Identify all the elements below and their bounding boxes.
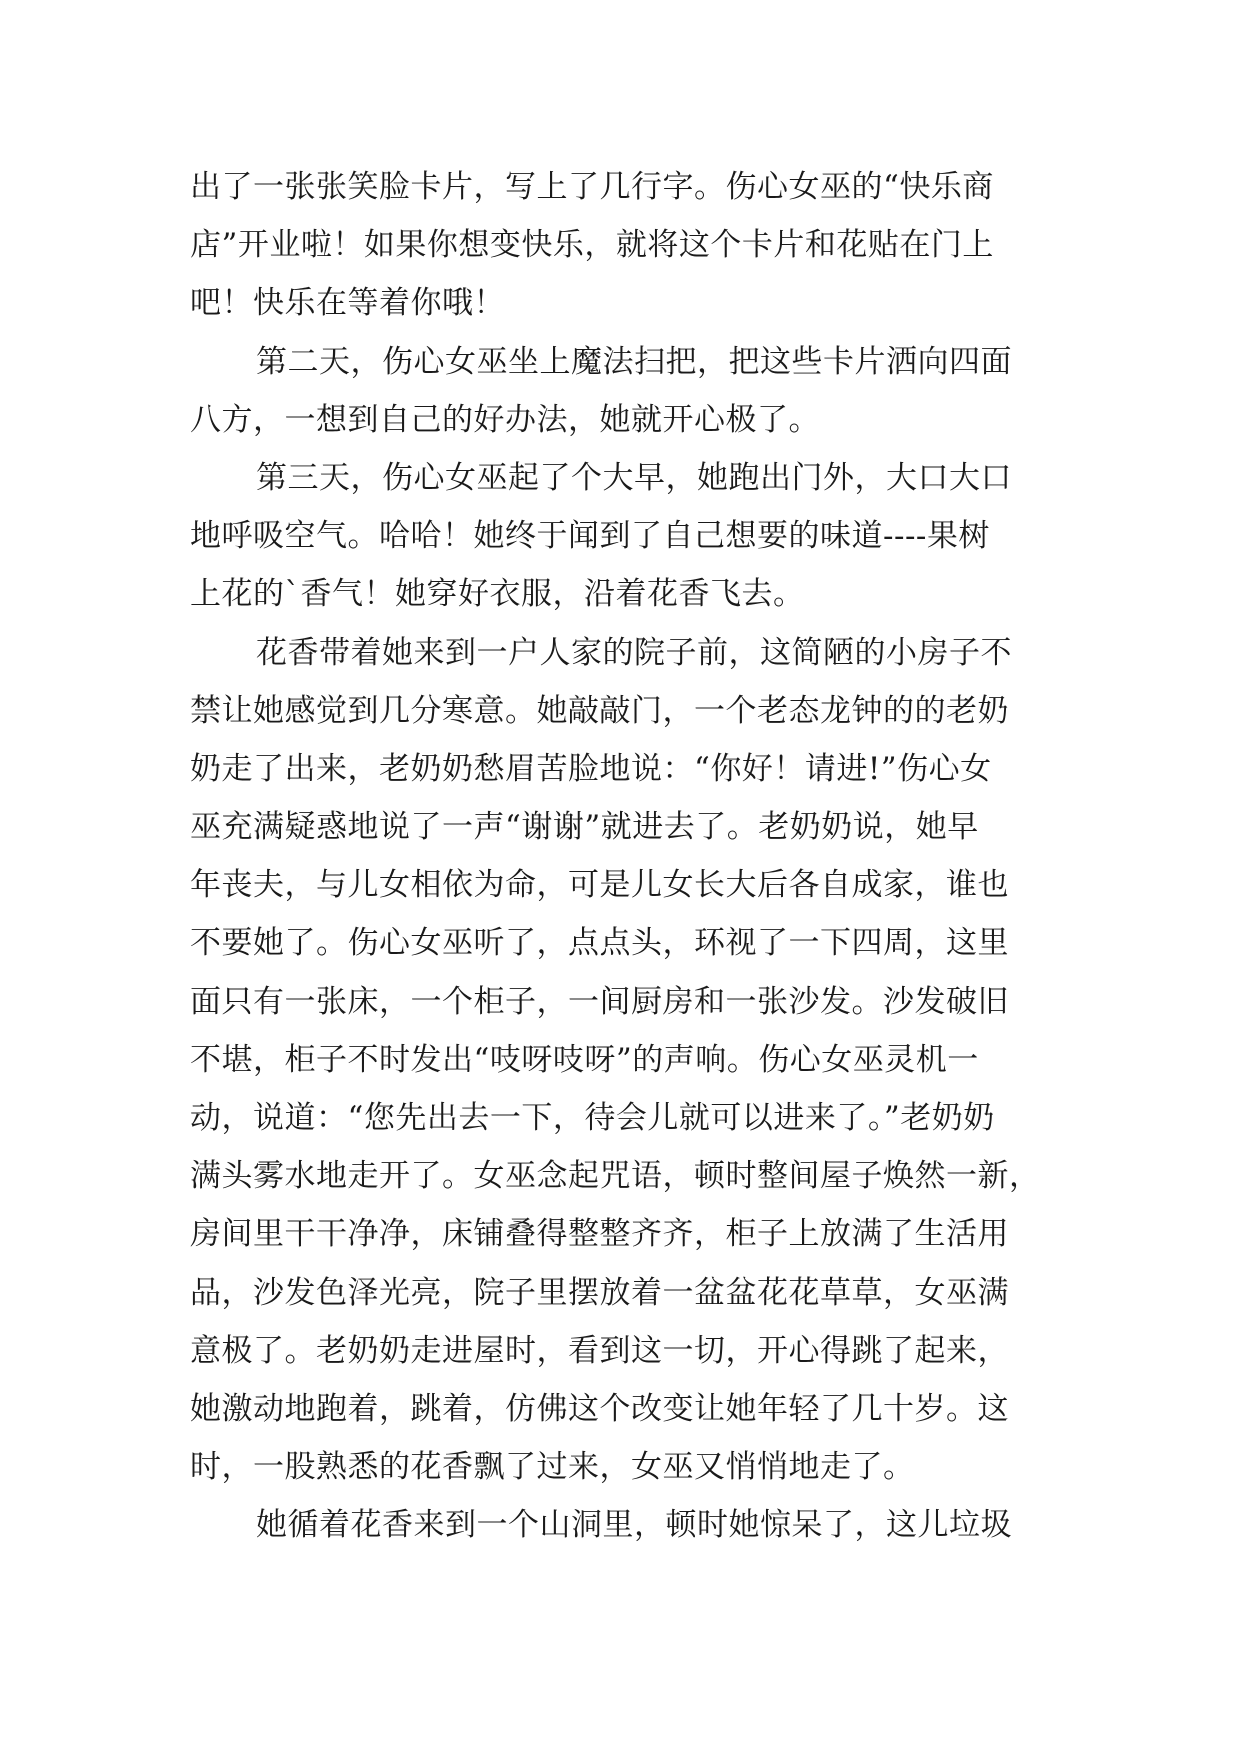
- text-line: 时，一股熟悉的花香飘了过来，女巫又悄悄地走了。: [190, 1449, 915, 1486]
- text-line: 禁让她感觉到几分寒意。她敲敲门，一个老态龙钟的的老奶: [190, 692, 1009, 729]
- text-line: 店”开业啦！如果你想变快乐，就将这个卡片和花贴在门上: [190, 227, 994, 264]
- text-line: 第三天，伤心女巫起了个大早，她跑出门外，大口大口: [256, 459, 1012, 496]
- text-line: 吧！快乐在等着你哦！: [190, 285, 505, 322]
- text-line: 不堪，柜子不时发出“吱呀吱呀”的声响。伤心女巫灵机一: [190, 1041, 979, 1078]
- text-line: 八方，一想到自己的好办法，她就开心极了。: [190, 401, 820, 438]
- text-line: 上花的`香气！她穿好衣服，沿着花香飞去。: [190, 576, 805, 613]
- text-line: 年丧夫，与儿女相依为命，可是儿女长大后各自成家，谁也: [190, 867, 1009, 904]
- text-line: 面只有一张床，一个柜子，一间厨房和一张沙发。沙发破旧: [190, 983, 1009, 1020]
- text-line: 品，沙发色泽光亮，院子里摆放着一盆盆花花草草，女巫满: [190, 1274, 1009, 1311]
- text-line: 她激动地跑着，跳着，仿佛这个改变让她年轻了几十岁。这: [190, 1390, 1009, 1427]
- text-line: 地呼吸空气。哈哈！她终于闻到了自己想要的味道----果树: [190, 518, 990, 555]
- text-line: 房间里干干净净，床铺叠得整整齐齐，柜子上放满了生活用: [190, 1216, 1009, 1253]
- text-line: 花香带着她来到一户人家的院子前，这简陋的小房子不: [256, 634, 1012, 671]
- text-line: 满头雾水地走开了。女巫念起咒语，顿时整间屋子焕然一新，: [190, 1158, 1041, 1195]
- text-line: 出了一张张笑脸卡片，写上了几行字。伤心女巫的“快乐商: [190, 169, 994, 205]
- text-line: 巫充满疑惑地说了一声“谢谢”就进去了。老奶奶说，她早: [190, 809, 979, 846]
- text-line: 动，说道：“您先出去一下，待会儿就可以进来了。”老奶奶: [190, 1100, 995, 1136]
- text-line: 意极了。老奶奶走进屋时，看到这一切，开心得跳了起来，: [190, 1332, 1009, 1369]
- text-line: 奶走了出来，老奶奶愁眉苦脸地说：“你好！请进!”伤心女: [190, 750, 992, 787]
- text-line: 她循着花香来到一个山洞里，顿时她惊呆了，这儿垃圾: [256, 1507, 1012, 1544]
- text-line: 不要她了。伤心女巫听了，点点头，环视了一下四周，这里: [190, 925, 1009, 962]
- story-text: [190, 158, 1070, 1555]
- text-line: 第二天，伤心女巫坐上魔法扫把，把这些卡片洒向四面: [256, 343, 1012, 380]
